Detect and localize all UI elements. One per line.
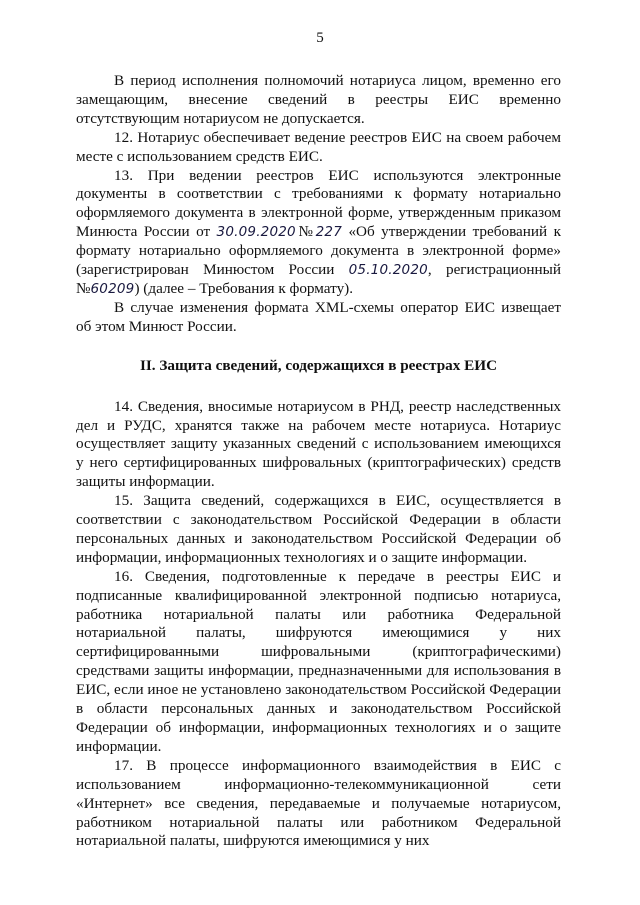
paragraph-13-text-3: «Об утверждении требований к формату нотариально оформляемого документа в электронной форме» (зарегистрирован Минюстом России (76, 223, 561, 279)
handwritten-order-date: 30.09.2020 (216, 224, 296, 241)
paragraph-12: 12. Нотариус обеспечивает ведение реестров ЕИС на своем рабочем месте с использованием средств ЕИС. (76, 128, 561, 165)
handwritten-order-number: 227 (315, 224, 342, 241)
paragraph-13-text-5: ) (далее – Требования к формату). (134, 279, 354, 297)
paragraph-15: 15. Защита сведений, содержащихся в ЕИС, осуществляется в соответствии с законодательством Российской Федерации в области персональных данных и законодательством Российской Федерации об информации, информационных технологиях и о защите информации. (76, 492, 561, 566)
paragraph-13-text-4: , регистрационный № (76, 261, 562, 297)
paragraph-16: 16. Сведения, подготовленные к передаче в реестры ЕИС и подписанные квалифицированной электронной подписью нотариуса, работника нотариальной палаты или работника Федеральной нотариальной палаты, шифруются имеющимися у них сертифицированными шифровальными (криптографическими) средствами защиты информации, предназначенными для использования в ЕИС, если иное не установлено законодательством Российской Федерации в области персональных данных и законодательством Российской Федерации об информации, информационных технологиях и о защите информации. (76, 567, 561, 755)
handwritten-registration-number: 60209 (90, 280, 135, 297)
paragraph-13 (76, 167, 561, 299)
paragraph-14: 14. Сведения, вносимые нотариусом в РНД, реестр наследственных дел и РУДС, хранятся также на рабочем месте нотариуса. Нотариус осуществляет защиту указанных сведений с использованием имеющихся у него сертифицированных шифровальных (криптографических) средств защиты информации. (76, 397, 561, 491)
handwritten-registration-date: 05.10.2020 (348, 262, 428, 279)
paragraph-13-text-1: 13. При ведении реестров ЕИС используются электронные документы в соответствии с требованиями к формату нотариально оформляемого документа в электронной форме, утвержденным приказом Минюста России от (76, 166, 561, 241)
document-body (76, 72, 561, 851)
page-number: 5 (316, 30, 324, 46)
paragraph-xml-schema-change: В случае изменения формата XML-схемы оператор ЕИС извещает об этом Минюст России. (76, 298, 561, 335)
section-title: II. Защита сведений, содержащихся в реестрах ЕИС (139, 356, 498, 374)
paragraph-17: 17. В процессе информационного взаимодействия в ЕИС с использованием информационно-телекоммуникационной сети «Интернет» все сведения, передаваемые и получаемые нотариусом, работником нотариальной палаты или работником Федеральной нотариальной палаты, шифруются имеющимися у них (76, 756, 561, 850)
paragraph-13-text-2: № (295, 223, 316, 241)
paragraph-interim-notary: В период исполнения полномочий нотариуса лицом, временно его замещающим, внесение сведений в реестры ЕИС временно отсутствующим нотариусом не допускается. (76, 72, 561, 127)
